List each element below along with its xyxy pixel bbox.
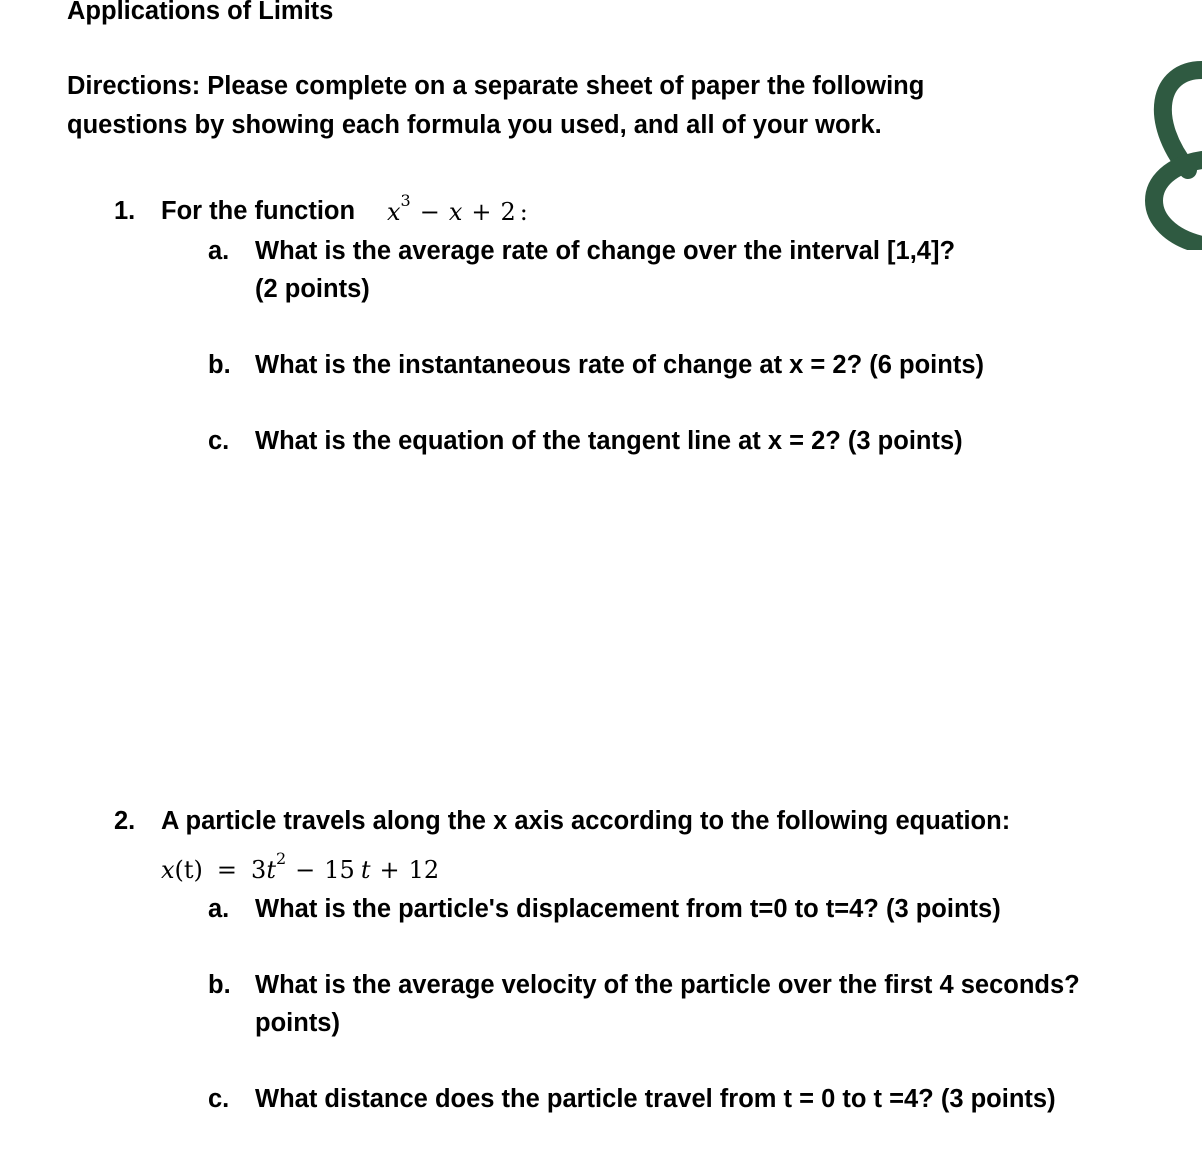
q2-part-b-line-2: points) bbox=[255, 1009, 340, 1037]
q1-part-c-line-1: What is the equation of the tangent line at x = 2? (3 points) bbox=[255, 427, 963, 455]
eq1-term2: x bbox=[448, 198, 463, 226]
question-2-prompt: A particle travels along the x axis according to the following equation: bbox=[161, 807, 1011, 835]
eq1-suffix: : bbox=[519, 198, 528, 226]
eq1-exponent: 3 bbox=[400, 191, 411, 210]
eq2-lhs-arg: (t) bbox=[174, 856, 203, 884]
q2-part-b-letter: b. bbox=[208, 971, 231, 999]
q1-part-a-line-2: (2 points) bbox=[255, 275, 370, 303]
eq2-var: t bbox=[266, 856, 276, 884]
q1-part-a-line-1: What is the average rate of change over the interval [1,4]? bbox=[255, 237, 956, 265]
eq1-op2: + bbox=[471, 198, 492, 226]
eq2-exponent: 2 bbox=[275, 849, 287, 868]
q2-part-c-line-1: What distance does the particle travel from t = 0 to t =4? (3 points) bbox=[255, 1085, 1056, 1113]
eq1-op1: − bbox=[419, 198, 440, 226]
q2-part-a-line-1: What is the particle's displacement from t=0 to t=4? (3 points) bbox=[255, 895, 1001, 923]
q2-part-b-line-1: What is the average velocity of the particle over the first 4 seconds? bbox=[255, 971, 1080, 999]
q2-part-a-letter: a. bbox=[208, 895, 230, 923]
eq1-base: x bbox=[387, 198, 401, 226]
document-title: Applications of Limits bbox=[67, 0, 334, 25]
eq2-term3: 12 bbox=[408, 856, 440, 884]
q1-part-a-letter: a. bbox=[208, 237, 230, 265]
eq1-term3: 2 bbox=[500, 198, 516, 226]
leaf-logo-icon bbox=[1118, 60, 1202, 250]
eq2-term2-coef: 15 bbox=[324, 856, 355, 884]
question-1-prompt: For the function bbox=[161, 197, 356, 225]
directions-line-1: Directions: Please complete on a separate sheet of paper the following bbox=[67, 72, 925, 100]
q2-part-c-letter: c. bbox=[208, 1085, 230, 1113]
directions-line-2: questions by showing each formula you used, and all of your work. bbox=[67, 111, 882, 139]
q1-part-b-line-1: What is the instantaneous rate of change at x = 2? (6 points) bbox=[255, 351, 984, 379]
eq2-eq: = bbox=[216, 856, 238, 884]
q1-part-b-letter: b. bbox=[208, 351, 231, 379]
q1-part-c-letter: c. bbox=[208, 427, 230, 455]
eq2-op2: + bbox=[379, 856, 400, 884]
eq2-lhs: x bbox=[161, 856, 175, 884]
eq2-op1: − bbox=[295, 856, 316, 884]
question-1-number: 1. bbox=[114, 197, 136, 225]
eq2-term2-var: t bbox=[360, 856, 371, 884]
question-2-number: 2. bbox=[114, 807, 136, 835]
eq2-coef: 3 bbox=[251, 856, 267, 884]
question-2-equation bbox=[161, 849, 440, 888]
question-1-equation bbox=[387, 191, 528, 230]
